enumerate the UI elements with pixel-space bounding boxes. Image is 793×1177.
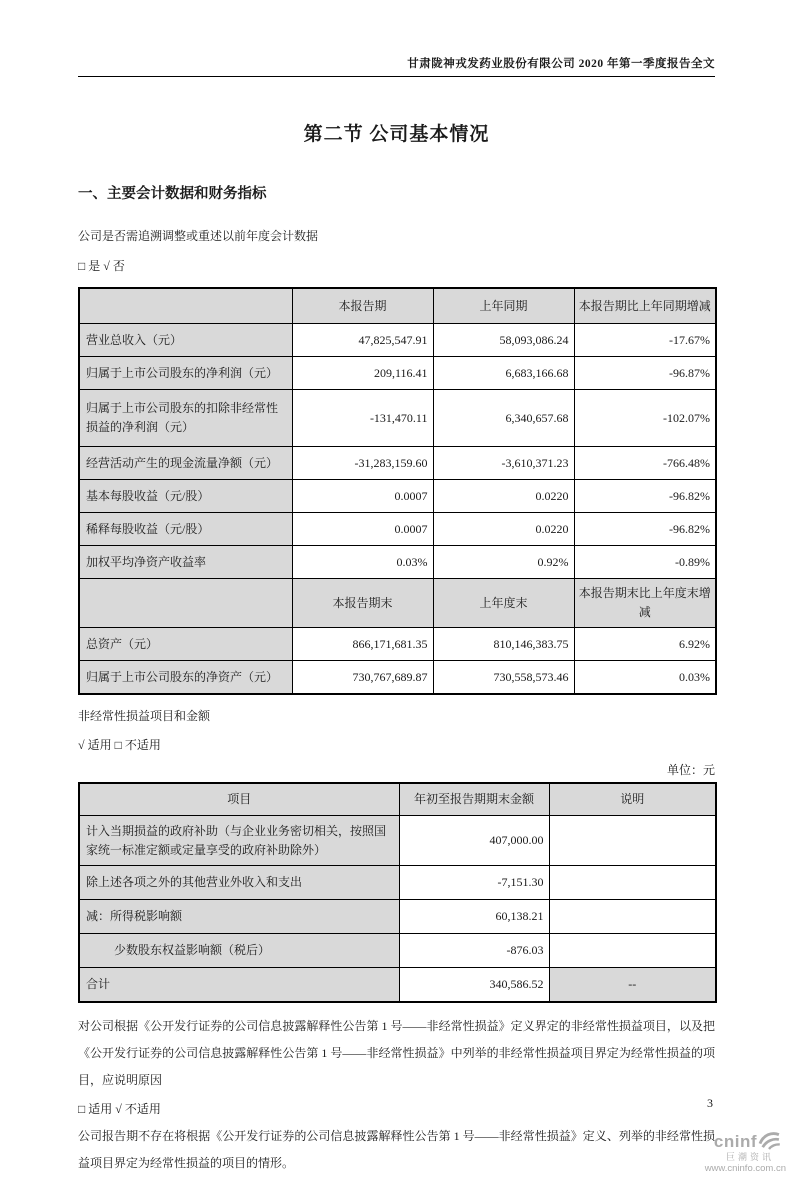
row-value-change: -96.82% [574, 513, 716, 546]
cninfo-brand-text: cninf [713, 1131, 757, 1151]
table-header-row [79, 783, 716, 816]
row-label: 归属于上市公司股东的扣除非经常性损益的净利润（元） [79, 390, 292, 447]
row-value-current: 0.03% [292, 546, 433, 579]
cninfo-logo-top [676, 1131, 788, 1154]
header-cell-period-end: 本报告期末 [292, 579, 433, 628]
table-row [79, 900, 716, 934]
nonrecurring-items-table [78, 782, 717, 1003]
row-label: 稀释每股收益（元/股） [79, 513, 292, 546]
row-amount: 60,138.21 [399, 900, 549, 934]
row-value-current: 0.0007 [292, 480, 433, 513]
row-label: 基本每股收益（元/股） [79, 480, 292, 513]
cninfo-url: www.cninfo.com.cn [704, 1163, 786, 1175]
notes-applicable: □ 适用 √ 不适用 [78, 1102, 161, 1116]
row-amount: 407,000.00 [399, 816, 549, 866]
header-cell-change: 本报告期末比上年度末增减 [574, 579, 716, 628]
header-cell-blank [79, 579, 292, 628]
total-amount: 340,586.52 [399, 968, 549, 1003]
header-cell-prior-year-end: 上年度末 [433, 579, 574, 628]
row-value-current: 0.0007 [292, 513, 433, 546]
header-cell-prior-period: 上年同期 [433, 288, 574, 324]
table-header-row [79, 579, 716, 628]
row-value-change: -17.67% [574, 324, 716, 357]
row-item: 除上述各项之外的其他营业外收入和支出 [79, 866, 399, 900]
section-heading: 一、主要会计数据和财务指标 [78, 186, 267, 202]
unit-label: 单位：元 [666, 763, 715, 777]
row-value-change: -96.82% [574, 480, 716, 513]
table-row [79, 546, 716, 579]
header-cell-note: 说明 [549, 783, 716, 816]
row-amount: -7,151.30 [399, 866, 549, 900]
table-row [79, 513, 716, 546]
retro-question: 公司是否需追溯调整或重述以前年度会计数据 [78, 229, 319, 243]
notes-paragraph-1: 对公司根据《公开发行证券的公司信息披露解释性公告第 1 号——非经常性损益》定义界定的非经常性损益项目，以及把《公开发行证券的公司信息披露解释性公告第 1 号——非经常性损益》中列举的非经常性损益项目界定为经常性损益的项目，应说明原因 [78, 1019, 715, 1087]
row-note [549, 866, 716, 900]
row-label: 归属于上市公司股东的净资产（元） [79, 661, 292, 695]
table-row [79, 357, 716, 390]
nonrecurring-applicable: √ 适用 □ 不适用 [78, 738, 161, 752]
nonrecurring-heading: 非经常性损益项目和金额 [78, 709, 211, 723]
header-cell-change: 本报告期比上年同期增减 [574, 288, 716, 324]
row-value-prior: 810,146,383.75 [433, 628, 574, 661]
page-title: 第二节 公司基本情况 [303, 124, 490, 145]
row-value-change: -96.87% [574, 357, 716, 390]
row-item: 减：所得税影响额 [79, 900, 399, 934]
header-cell-current-period: 本报告期 [292, 288, 433, 324]
row-note [549, 816, 716, 866]
row-value-prior: 6,683,166.68 [433, 357, 574, 390]
row-item: 计入当期损益的政府补助（与企业业务密切相关，按照国家统一标准定额或定量享受的政府补助除外） [79, 816, 399, 866]
table-row [79, 628, 716, 661]
table-row [79, 934, 716, 968]
key-financials-table [78, 287, 717, 695]
row-note [549, 900, 716, 934]
cninfo-logo [676, 1131, 788, 1175]
table-header-row [79, 288, 716, 324]
table-row [79, 816, 716, 866]
row-amount: -876.03 [399, 934, 549, 968]
row-value-prior: -3,610,371.23 [433, 447, 574, 480]
row-value-change: 0.03% [574, 661, 716, 695]
row-value-change: 6.92% [574, 628, 716, 661]
document-header: 甘肃陇神戎发药业股份有限公司 2020 年第一季度报告全文 [78, 55, 715, 77]
page-number: 3 [707, 1096, 713, 1110]
row-label: 归属于上市公司股东的净利润（元） [79, 357, 292, 390]
row-value-change: -766.48% [574, 447, 716, 480]
row-value-prior: 6,340,657.68 [433, 390, 574, 447]
table-row [79, 447, 716, 480]
row-value-prior: 0.0220 [433, 480, 574, 513]
header-cell-amount: 年初至报告期期末金额 [399, 783, 549, 816]
row-value-prior: 0.92% [433, 546, 574, 579]
row-value-current: 47,825,547.91 [292, 324, 433, 357]
header-cell-blank [79, 288, 292, 324]
total-note: -- [549, 968, 716, 1003]
report-page [0, 55, 793, 1177]
row-value-prior: 58,093,086.24 [433, 324, 574, 357]
table-row [79, 866, 716, 900]
row-label: 加权平均净资产收益率 [79, 546, 292, 579]
row-value-current: -31,283,159.60 [292, 447, 433, 480]
row-value-prior: 0.0220 [433, 513, 574, 546]
row-value-prior: 730,558,573.46 [433, 661, 574, 695]
table-row [79, 390, 716, 447]
row-item: 少数股东权益影响额（税后） [79, 934, 399, 968]
row-value-current: -131,470.11 [292, 390, 433, 447]
header-cell-item: 项目 [79, 783, 399, 816]
row-label: 经营活动产生的现金流量净额（元） [79, 447, 292, 480]
cninfo-chinese-name: 巨潮资讯 [725, 1151, 774, 1162]
total-label: 合计 [79, 968, 399, 1003]
table-row [79, 661, 716, 695]
retro-answer: □ 是 √ 否 [78, 259, 125, 273]
row-value-change: -102.07% [574, 390, 716, 447]
table-total-row [79, 968, 716, 1003]
row-label: 营业总收入（元） [79, 324, 292, 357]
row-value-current: 866,171,681.35 [292, 628, 433, 661]
table-row [79, 324, 716, 357]
table-row [79, 480, 716, 513]
row-value-current: 209,116.41 [292, 357, 433, 390]
notes-paragraph-2: 公司报告期不存在将根据《公开发行证券的公司信息披露解释性公告第 1 号——非经常性损益》定义、列举的非经常性损益项目界定为经常性损益的项目的情形。 [78, 1129, 715, 1170]
cninfo-swirl-icon [758, 1131, 780, 1154]
row-value-change: -0.89% [574, 546, 716, 579]
row-value-current: 730,767,689.87 [292, 661, 433, 695]
row-label: 总资产（元） [79, 628, 292, 661]
row-note [549, 934, 716, 968]
